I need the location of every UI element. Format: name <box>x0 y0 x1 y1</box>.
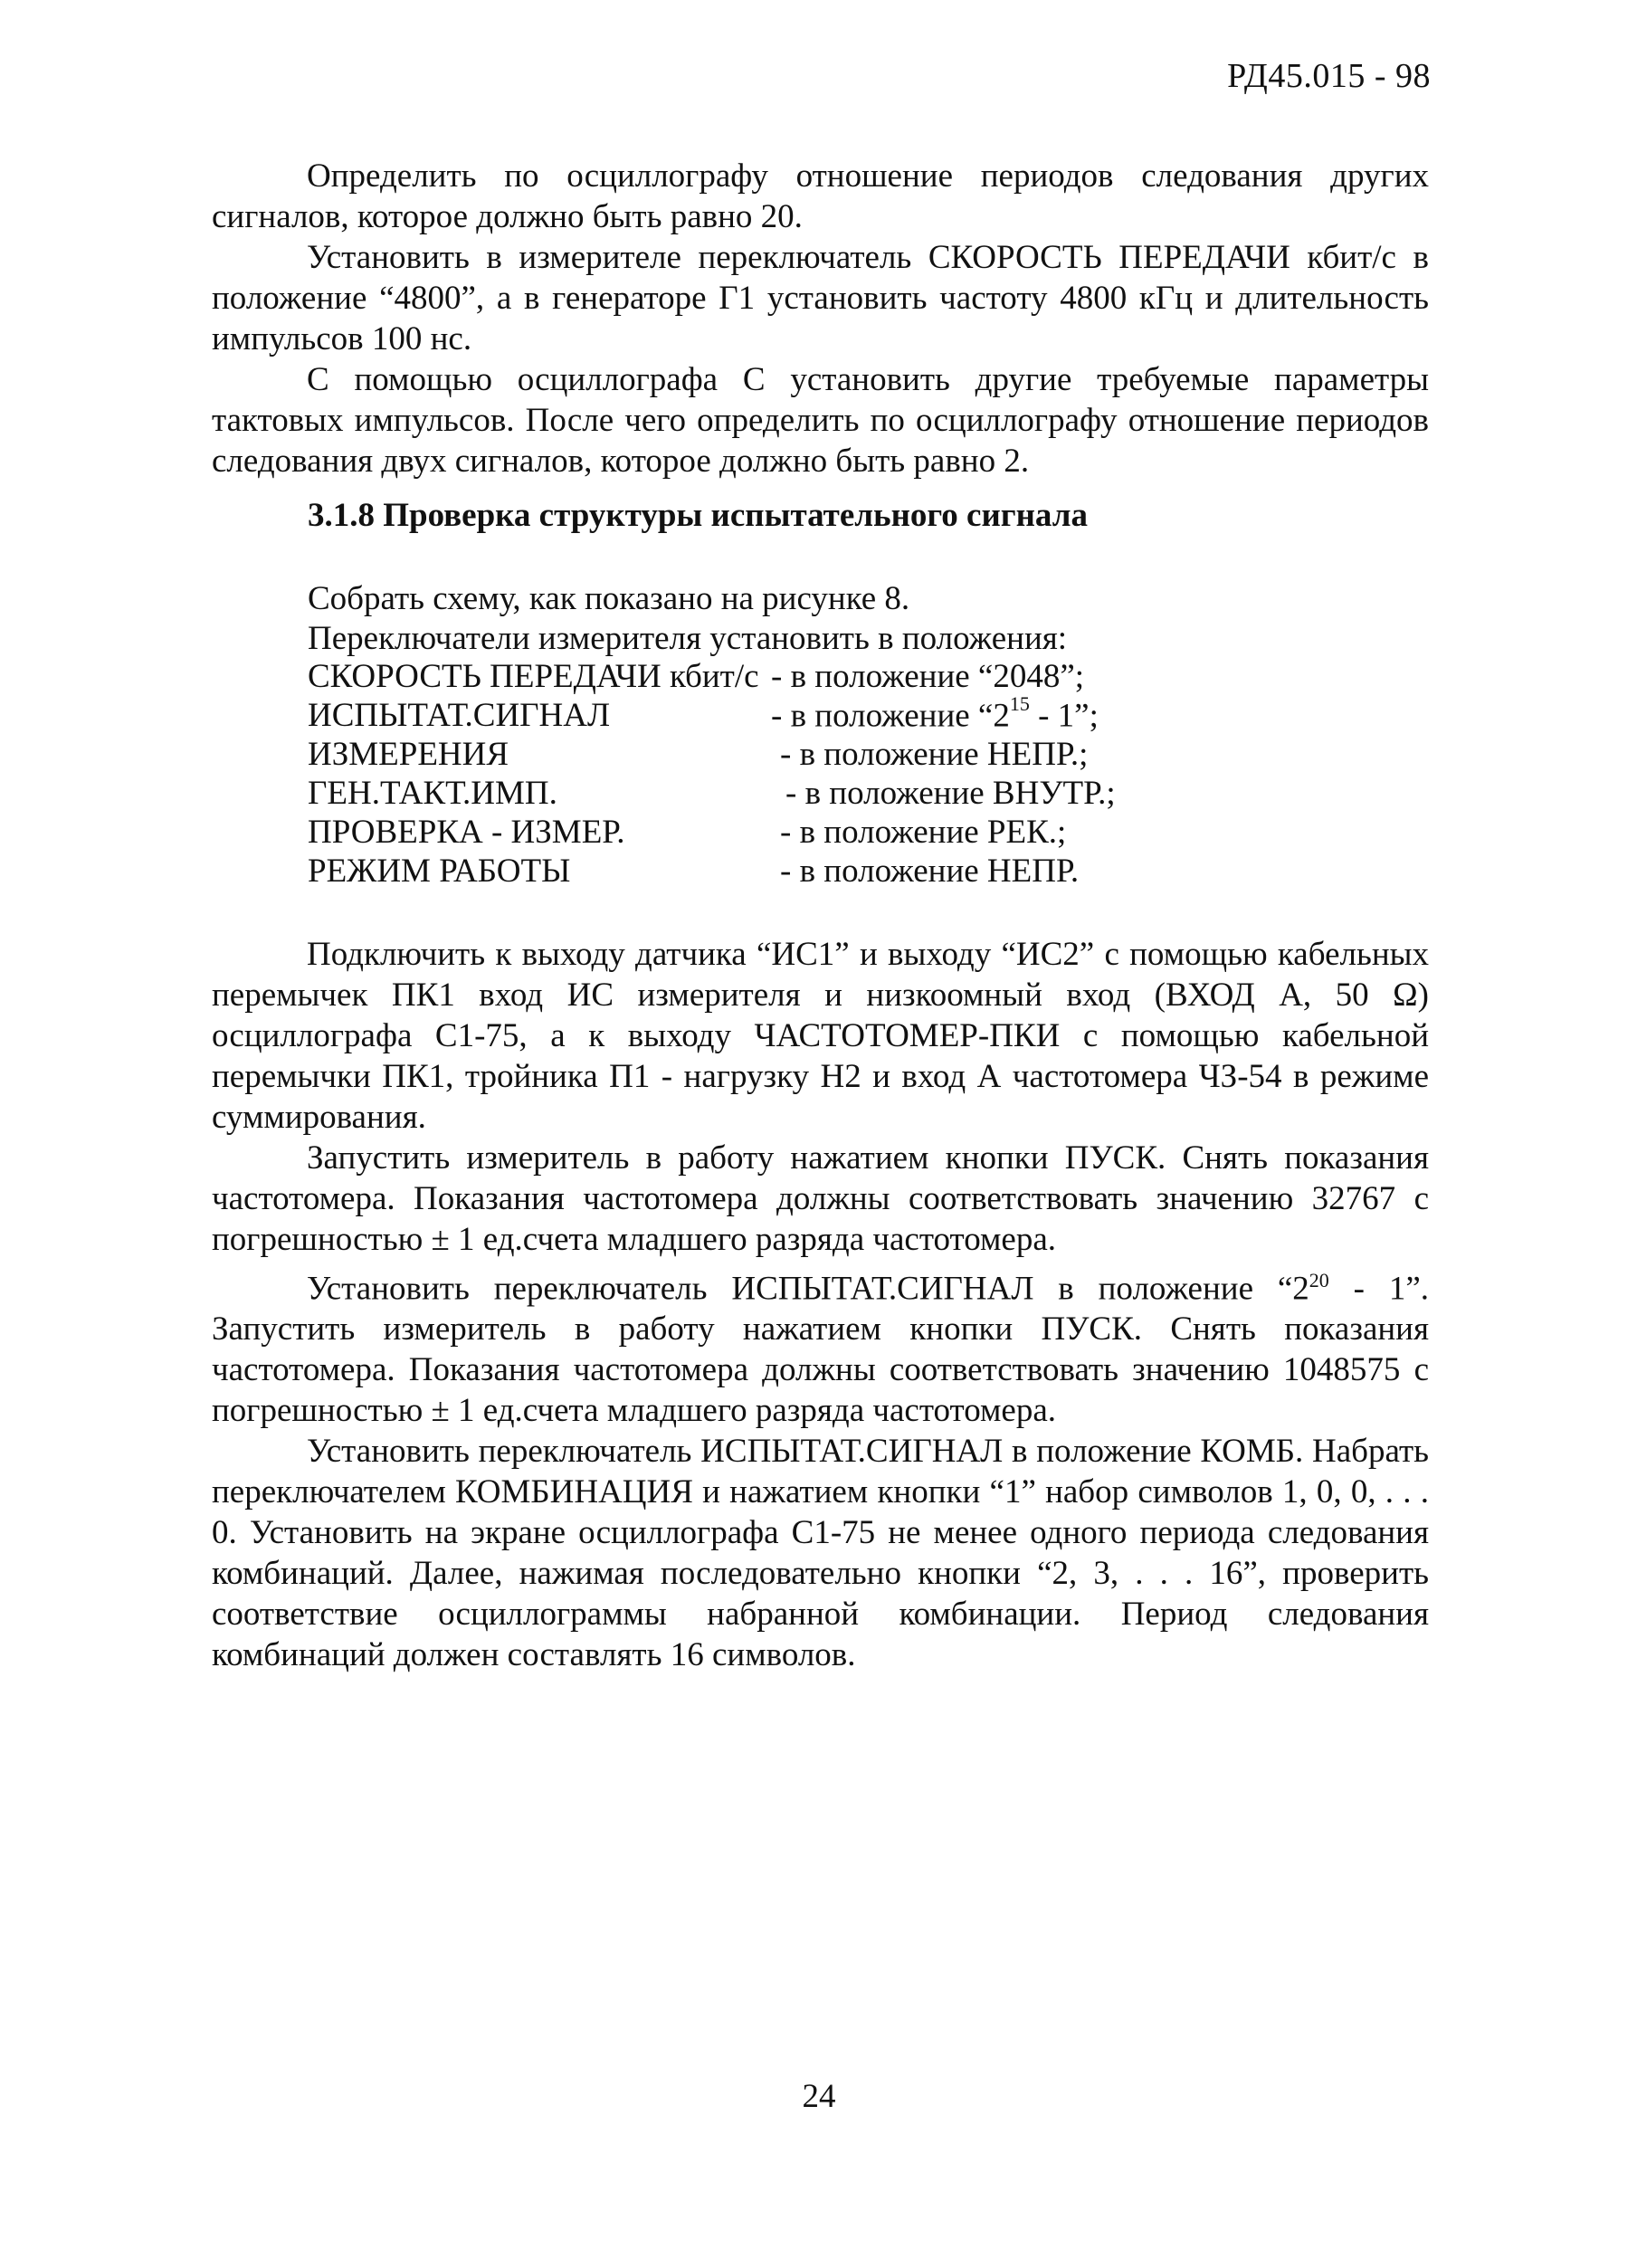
switch-value: - в положение “2048”; <box>771 658 1085 695</box>
intro-paragraphs <box>212 156 1429 481</box>
procedure-paragraph-3 <box>212 1260 1429 1431</box>
switch-name: ИСПЫТАТ.СИГНАЛ <box>308 697 611 734</box>
setup-instructions <box>308 579 1067 659</box>
switch-name: ПРОВЕРКА - ИЗМЕР. <box>308 814 625 851</box>
procedure-paragraph-4: Установить переключатель ИСПЫТАТ.СИГНАЛ в положение КОМБ. Набрать переключателем КОМБИНАЦИЯ и нажатием кнопки “1” набор символов 1, 0, 0, . . . 0. Установить на экране осциллографа С1-75 не менее одного периода следования комбинаций. Далее, нажимая последовательно кнопки “2, 3, . . . 16”, проверить соответствие осциллограммы набранной комбинации. Период следования комбинаций должен составлять 16 символов. <box>212 1433 1429 1674</box>
procedure-paragraph-2: Запустить измеритель в работу нажатием кнопки ПУСК. Снять показания частотомера. Показания частотомера должны соответствовать значению 32767 с погрешностью ± 1 ед.счета младшего разряда частотомера. <box>212 1139 1429 1258</box>
intro-paragraph-2: Установить в измерителе переключатель СКОРОСТЬ ПЕРЕДАЧИ кбит/с в положение “4800”, а в генераторе Г1 установить частоту 4800 кГц и длительность импульсов 100 нс. <box>212 239 1429 357</box>
switch-name: РЕЖИМ РАБОТЫ <box>308 853 571 890</box>
setup-line-1: Собрать схему, как показано на рисунке 8. <box>308 580 910 617</box>
switch-value: - в положение ВНУТР.; <box>785 775 1116 812</box>
switch-name: СКОРОСТЬ ПЕРЕДАЧИ кбит/с <box>308 658 759 695</box>
intro-paragraph-1: Определить по осциллографу отношение периодов следования других сигналов, которое должно быть равно 20. <box>212 157 1429 235</box>
switch-value: - в положение НЕПР. <box>780 853 1080 890</box>
document-code: РД45.015 - 98 <box>1227 57 1431 95</box>
procedure-paragraph-3-tail: - 1”. Запустить измеритель в работу нажатием кнопки ПУСК. Снять показания частотомера. Показания частотомера должны соответствовать значению 1048575 с погрешностью ± 1 ед.счета младшего разряда частотомера. <box>212 1270 1430 1430</box>
switch-value <box>771 692 1099 735</box>
procedure-paragraphs <box>212 934 1429 1675</box>
intro-paragraph-3: С помощью осциллографа С установить другие требуемые параметры тактовых импульсов. После чего определить по осциллографу отношение периодов следования двух сигналов, которое должно быть равно 2. <box>212 361 1429 480</box>
exponent: 15 <box>1009 692 1030 715</box>
switch-name: ИЗМЕРЕНИЯ <box>308 736 509 773</box>
exponent: 20 <box>1309 1269 1329 1291</box>
page-number: 24 <box>802 2078 836 2115</box>
setup-line-2: Переключатели измерителя установить в положения: <box>308 620 1068 657</box>
procedure-paragraph-3-head: Установить переключатель ИСПЫТАТ.СИГНАЛ в положение “2 <box>307 1270 1309 1308</box>
switch-value: - в положение РЕК.; <box>780 814 1067 851</box>
procedure-paragraph-1: Подключить к выходу датчика “ИС1” и выходу “ИС2” с помощью кабельных перемычек ПК1 вход ИС измерителя и низкоомный вход (ВХОД А, 50 Ω) осциллографа С1-75, а к выходу ЧАСТОТОМЕР-ПКИ с помощью кабельной перемычки ПК1, тройника П1 - нагрузку Н2 и вход А частотомера ЧЗ-54 в режиме суммирования. <box>212 936 1429 1136</box>
switch-name: ГЕН.ТАКТ.ИМП. <box>308 775 557 812</box>
switch-value-tail: - 1”; <box>1029 697 1099 735</box>
switch-value-main: - в положение “2 <box>771 697 1010 735</box>
section-heading: 3.1.8 Проверка структуры испытательного сигнала <box>308 497 1088 534</box>
switch-value: - в положение НЕПР.; <box>780 736 1089 773</box>
